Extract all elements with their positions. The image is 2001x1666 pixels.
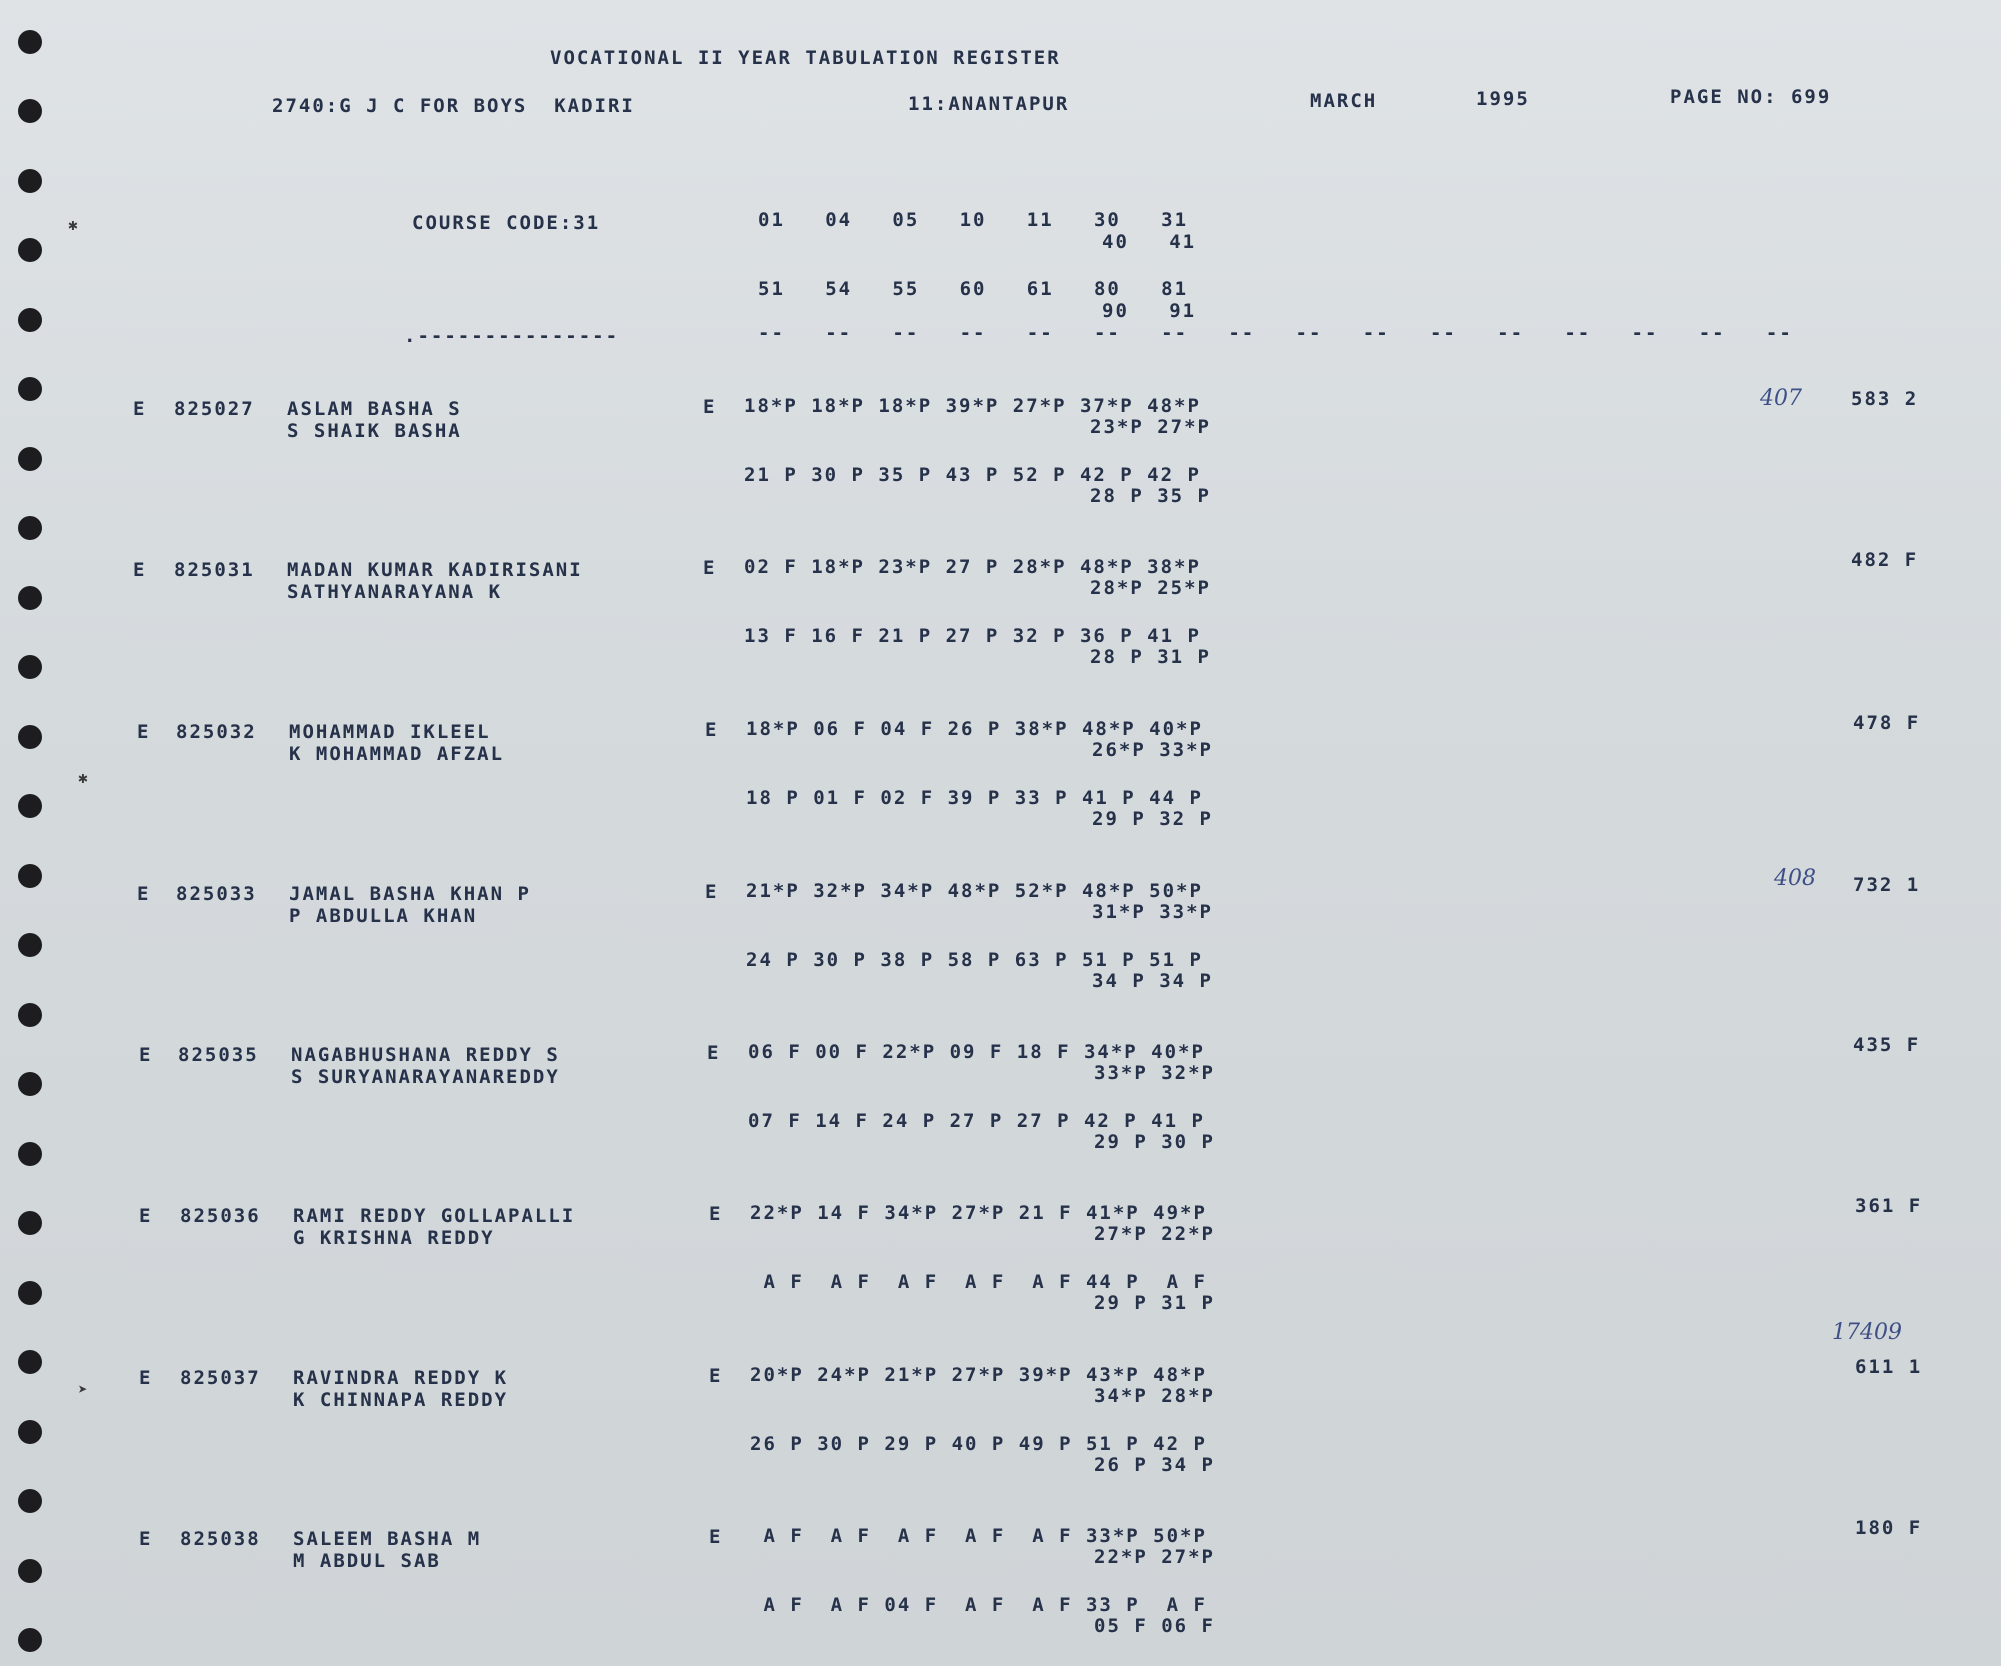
marks-row1b: 31*P 33*P: [1092, 901, 1213, 923]
punch-hole: [18, 377, 42, 401]
exam-type: E: [705, 881, 719, 903]
handwritten-note: 407: [1760, 386, 1802, 411]
marks-row2b: 28 P 35 P: [1090, 485, 1211, 507]
punch-hole: [18, 169, 42, 193]
register-number: 825033: [176, 883, 257, 905]
exam-type: E: [703, 396, 717, 418]
student-name: ASLAM BASHA S: [287, 398, 462, 420]
punch-hole: [18, 794, 42, 818]
total-result: 732 1: [1853, 874, 1921, 896]
record-flag: E: [133, 559, 147, 581]
marks-row2: 26 P 30 P 29 P 40 P 49 P 51 P 42 P: [750, 1433, 1207, 1455]
exam-month: MARCH: [1310, 90, 1378, 112]
punch-hole: [18, 1628, 42, 1652]
punch-hole: [18, 933, 42, 957]
record-flag: E: [139, 1367, 153, 1389]
register-number: 825035: [178, 1044, 259, 1066]
marks-row1b: 34*P 28*P: [1094, 1385, 1215, 1407]
district-name: 11:ANANTAPUR: [908, 93, 1070, 115]
marks-row2: A F A F 04 F A F A F 33 P A F: [750, 1594, 1207, 1616]
total-result: 583 2: [1851, 388, 1919, 410]
father-name: M ABDUL SAB: [293, 1550, 441, 1572]
student-name: RAVINDRA REDDY K: [293, 1367, 509, 1389]
punch-hole: [18, 1003, 42, 1027]
marks-row2b: 34 P 34 P: [1092, 970, 1213, 992]
record-flag: E: [137, 883, 151, 905]
student-name: RAMI REDDY GOLLAPALLI: [293, 1205, 576, 1227]
college-name: 2740:G J C FOR BOYS KADIRI: [272, 95, 635, 117]
marks-row1: 22*P 14 F 34*P 27*P 21 F 41*P 49*P: [750, 1202, 1207, 1224]
punch-hole: [18, 1559, 42, 1583]
punch-hole: [18, 1350, 42, 1374]
register-title: VOCATIONAL II YEAR TABULATION REGISTER: [550, 47, 1061, 69]
total-result: 611 1: [1855, 1356, 1923, 1378]
marks-row2b: 28 P 31 P: [1090, 646, 1211, 668]
total-result: 361 F: [1855, 1195, 1923, 1217]
register-number: 825037: [180, 1367, 261, 1389]
punch-hole: [18, 30, 42, 54]
punch-hole: [18, 1142, 42, 1166]
father-name: SATHYANARAYANA K: [287, 581, 503, 603]
marks-row1: 18*P 06 F 04 F 26 P 38*P 48*P 40*P: [746, 718, 1203, 740]
marks-row2b: 29 P 31 P: [1094, 1292, 1215, 1314]
punch-hole: [18, 447, 42, 471]
record-flag: E: [139, 1044, 153, 1066]
punch-hole: [18, 1211, 42, 1235]
marks-row1b: 28*P 25*P: [1090, 577, 1211, 599]
father-name: P ABDULLA KHAN: [289, 905, 478, 927]
marks-row1: 21*P 32*P 34*P 48*P 52*P 48*P 50*P: [746, 880, 1203, 902]
arrow-mark: ➤: [78, 1380, 88, 1399]
register-number: 825036: [180, 1205, 261, 1227]
exam-year: 1995: [1476, 88, 1530, 110]
marks-row2: 24 P 30 P 38 P 58 P 63 P 51 P 51 P: [746, 949, 1203, 971]
punch-hole: [18, 1281, 42, 1305]
punch-hole: [18, 655, 42, 679]
exam-type: E: [709, 1526, 723, 1548]
record-flag: E: [139, 1205, 153, 1227]
student-name: NAGABHUSHANA REDDY S: [291, 1044, 560, 1066]
page-number: PAGE NO: 699: [1670, 86, 1832, 108]
punch-hole: [18, 516, 42, 540]
punch-hole: [18, 586, 42, 610]
marks-row1: A F A F A F A F A F 33*P 50*P: [750, 1525, 1207, 1547]
father-name: K CHINNAPA REDDY: [293, 1389, 509, 1411]
marks-row2: 18 P 01 F 02 F 39 P 33 P 41 P 44 P: [746, 787, 1203, 809]
record-flag: E: [139, 1528, 153, 1550]
punch-hole: [18, 1072, 42, 1096]
marks-row2: A F A F A F A F A F 44 P A F: [750, 1271, 1207, 1293]
punch-hole: [18, 864, 42, 888]
exam-type: E: [705, 719, 719, 741]
marks-row1b: 22*P 27*P: [1094, 1546, 1215, 1568]
father-name: S SHAIK BASHA: [287, 420, 462, 442]
punch-hole: [18, 1420, 42, 1444]
total-result: 180 F: [1855, 1517, 1923, 1539]
punch-hole: [18, 99, 42, 123]
marks-row2b: 29 P 32 P: [1092, 808, 1213, 830]
marks-row2: 13 F 16 F 21 P 27 P 32 P 36 P 41 P: [744, 625, 1201, 647]
marks-row1: 18*P 18*P 18*P 39*P 27*P 37*P 48*P: [744, 395, 1201, 417]
course-code: COURSE CODE:31: [412, 212, 601, 234]
marks-row1b: 26*P 33*P: [1092, 739, 1213, 761]
subject-codes-row2: 51 54 55 60 61 80 81: [758, 278, 1189, 300]
father-name: S SURYANARAYANAREDDY: [291, 1066, 560, 1088]
marks-row2b: 29 P 30 P: [1094, 1131, 1215, 1153]
record-flag: E: [133, 398, 147, 420]
punch-hole: [18, 308, 42, 332]
register-number: 825031: [174, 559, 255, 581]
marks-row2: 21 P 30 P 35 P 43 P 52 P 42 P 42 P: [744, 464, 1201, 486]
exam-type: E: [709, 1365, 723, 1387]
total-result: 482 F: [1851, 549, 1919, 571]
marks-row1b: 33*P 32*P: [1094, 1062, 1215, 1084]
marks-row2b: 05 F 06 F: [1094, 1615, 1215, 1637]
total-result: 478 F: [1853, 712, 1921, 734]
register-number: 825027: [174, 398, 255, 420]
marks-row1: 20*P 24*P 21*P 27*P 39*P 43*P 48*P: [750, 1364, 1207, 1386]
asterisk-mark: ✱: [68, 215, 78, 234]
marks-row2: 07 F 14 F 24 P 27 P 27 P 42 P 41 P: [748, 1110, 1205, 1132]
handwritten-note: 408: [1774, 866, 1816, 891]
student-name: MADAN KUMAR KADIRISANI: [287, 559, 583, 581]
exam-type: E: [703, 557, 717, 579]
father-name: G KRISHNA REDDY: [293, 1227, 495, 1249]
marks-row1b: 27*P 22*P: [1094, 1223, 1215, 1245]
student-name: MOHAMMAD IKLEEL: [289, 721, 491, 743]
exam-type: E: [707, 1042, 721, 1064]
header-rule-left: .---------------: [404, 325, 620, 347]
subject-codes-row1: 01 04 05 10 11 30 31: [758, 209, 1189, 231]
student-name: JAMAL BASHA KHAN P: [289, 883, 531, 905]
marks-row1b: 23*P 27*P: [1090, 416, 1211, 438]
handwritten-note: 17409: [1832, 1320, 1902, 1345]
exam-type: E: [709, 1203, 723, 1225]
punch-hole: [18, 1489, 42, 1513]
subject-codes-row2b: 90 91: [1102, 300, 1197, 322]
student-name: SALEEM BASHA M: [293, 1528, 482, 1550]
punch-hole: [18, 238, 42, 262]
register-number: 825032: [176, 721, 257, 743]
register-number: 825038: [180, 1528, 261, 1550]
punch-hole: [18, 725, 42, 749]
subject-codes-row1b: 40 41: [1102, 231, 1197, 253]
marks-row2b: 26 P 34 P: [1094, 1454, 1215, 1476]
record-flag: E: [137, 721, 151, 743]
total-result: 435 F: [1853, 1034, 1921, 1056]
marks-row1: 02 F 18*P 23*P 27 P 28*P 48*P 38*P: [744, 556, 1201, 578]
asterisk-mark: ✱: [78, 768, 88, 787]
marks-row1: 06 F 00 F 22*P 09 F 18 F 34*P 40*P: [748, 1041, 1205, 1063]
father-name: K MOHAMMAD AFZAL: [289, 743, 505, 765]
header-rule-right: -- -- -- -- -- -- -- -- -- -- -- -- -- -- -- --: [758, 322, 1793, 344]
